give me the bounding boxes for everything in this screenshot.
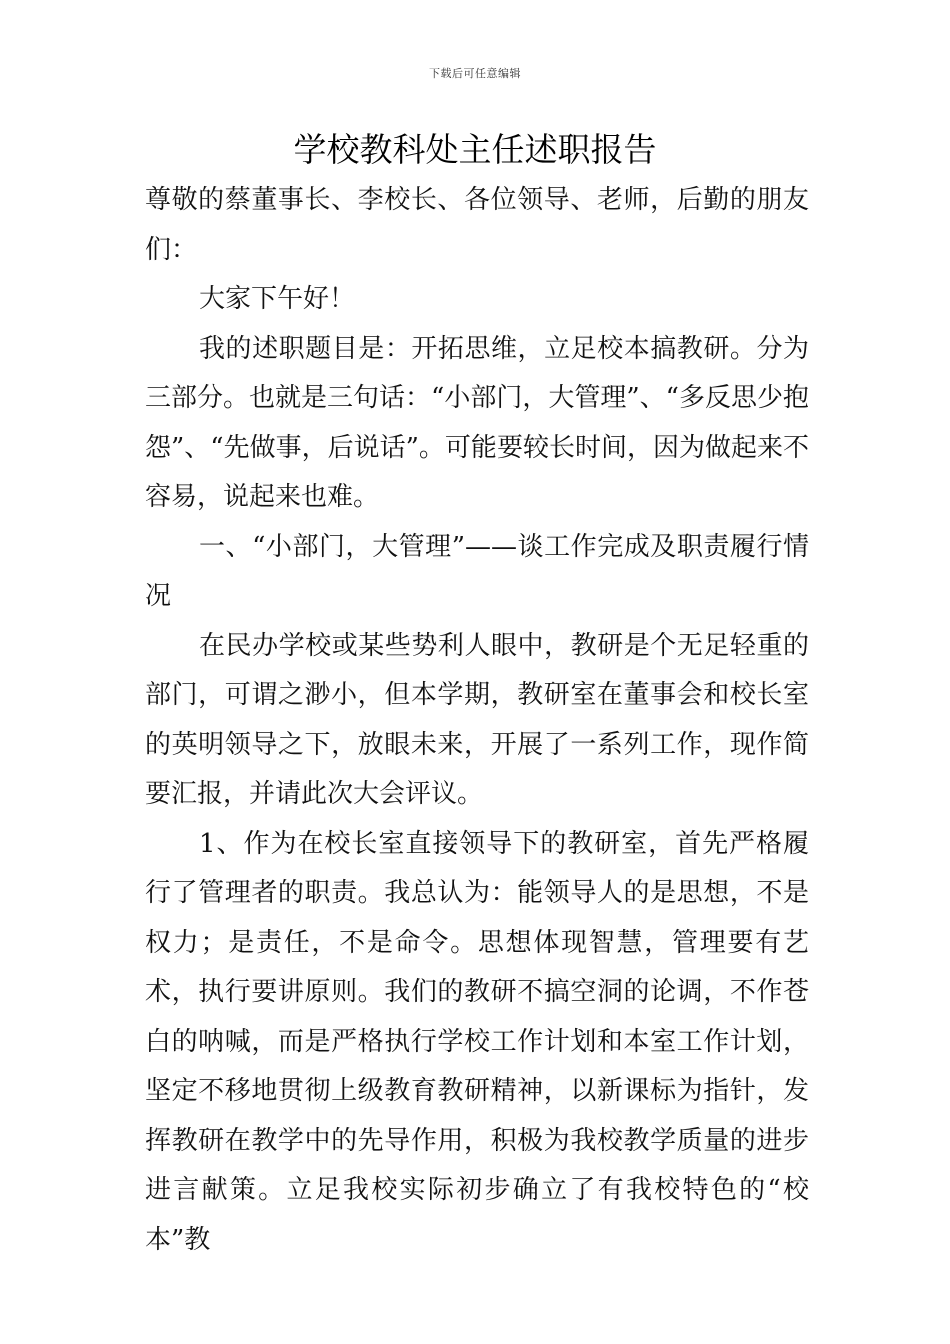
section-heading-1: 一、“小部门，大管理”——谈工作完成及职责履行情况	[145, 531, 809, 611]
paragraph-item-1: 1、作为在校长室直接领导下的教研室，首先严格履行了管理者的职责。我总认为：能领导人的是思想，不是权力；是责任，不是命令。思想体现智慧，管理要有艺术，执行要讲原则。我们的教研不搞空洞的论调，不作苍白的呐喊，而是严格执行学校工作计划和本室工作计划，坚定不移地贯彻上级教育教研精神，以新课标为指针，发挥教研在教学中的先导作用，积极为我校教学质量的进步进言献策。立足我校实际初步确立了有我校特色的“校本”教	[145, 828, 809, 1255]
paragraph-section-1-intro: 在民办学校或某些势利人眼中，教研是个无足轻重的部门，可谓之渺小，但本学期，教研室在董事会和校长室的英明领导之下，放眼未来，开展了一系列工作，现作简要汇报，并请此次大会评议。	[145, 630, 809, 809]
header-note: 下载后可任意编辑	[429, 67, 521, 80]
document-title: 学校教科处主任述职报告	[293, 130, 657, 169]
paragraph-topic: 我的述职题目是：开拓思维，立足校本搞教研。分为三部分。也就是三句话：“小部门，大管理”、“多反思少抱怨”、“先做事，后说话”。可能要较长时间，因为做起来不容易，说起来也难。	[145, 333, 809, 512]
paragraph-salutation: 大家下午好！	[199, 284, 356, 314]
paragraph-greeting: 尊敬的蔡董事长、李校长、各位领导、老师，后勤的朋友们：	[145, 185, 809, 265]
document-body	[145, 176, 809, 1265]
